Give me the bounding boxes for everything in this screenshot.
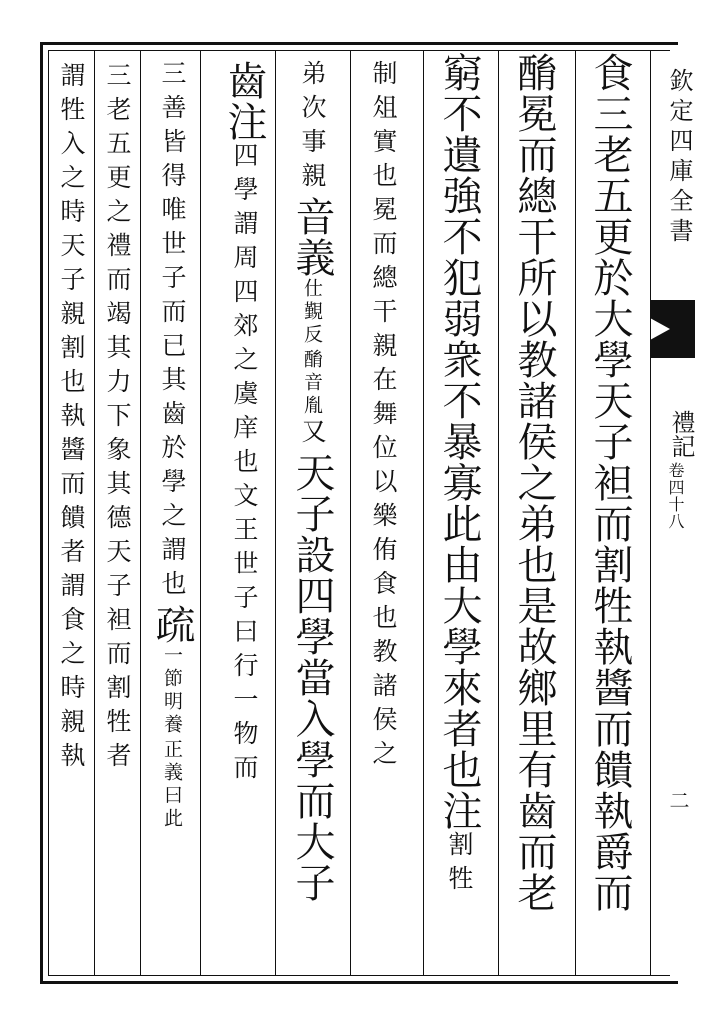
commentary-text: 割牲 [445, 831, 474, 899]
text-column-9 [58, 62, 84, 776]
main-text: 注 [436, 790, 482, 831]
main-text: 齒 [221, 60, 267, 101]
column-rule [140, 50, 141, 976]
column-rule [200, 50, 201, 976]
text-column-4 [370, 60, 396, 774]
text-column-1 [588, 52, 632, 913]
page-number: 二 [666, 790, 690, 810]
commentary-text: 四學謂周四郊之虞庠也文王世子曰行一物而 [230, 142, 259, 788]
column-rule [275, 50, 276, 976]
text-column-2 [512, 52, 556, 913]
text-column-3 [437, 52, 481, 899]
annotation-line-right: 正義曰此 [161, 739, 183, 831]
column-rule [575, 50, 576, 976]
book-title: 欽定四庫全書 [665, 68, 693, 248]
annotation-note [161, 645, 183, 831]
text-column-6 [222, 60, 266, 788]
commentary-text: 三善皆得唯世子而已其齒於學之謂也 [158, 60, 187, 604]
commentary-text: 謂牲入之時天子親割也執醬而饋者謂食之時親執 [57, 62, 86, 776]
main-text: 注 [221, 101, 267, 142]
text-column-5 [290, 60, 334, 903]
column-rule [94, 50, 95, 976]
main-text: 酳冕而總干所以教諸侯之弟也是故鄉里有齒而老 [511, 52, 557, 913]
main-text: 天子設四學當入學而大子 [289, 452, 335, 903]
commentary-text: 弟次事親 [298, 60, 327, 196]
main-text: 疏 [149, 604, 195, 645]
annotation-line-right: 酳音胤 [301, 349, 323, 418]
volume-label [664, 410, 711, 534]
main-text: 窮不遺強不犯弱衆不暴寡此由大學來者也 [436, 52, 482, 790]
volume-number: 卷四十八 [666, 462, 685, 530]
column-rule [350, 50, 351, 976]
volume-book: 禮記 [667, 410, 695, 458]
column-rule [498, 50, 499, 976]
fishtail-mark-icon [650, 300, 695, 358]
text-column-7 [150, 60, 194, 831]
main-text: 食三老五更於大學天子袒而割牲執醬而饋執爵而 [587, 52, 633, 913]
commentary-text: 三老五更之禮而竭其力下象其德天子袒而割牲者 [103, 62, 132, 776]
inner-border [48, 50, 670, 976]
annotation-line-left: 仕覲反 [301, 278, 323, 347]
commentary-text: 又 [298, 418, 327, 452]
annotation-line-left: 一節明養 [161, 645, 183, 737]
commentary-text: 制俎實也冕而總干親在舞位以樂侑食也教諸侯之 [369, 60, 398, 774]
annotation-note [301, 278, 323, 418]
column-rule [423, 50, 424, 976]
main-text: 音義 [289, 196, 335, 278]
text-column-8 [104, 62, 130, 776]
